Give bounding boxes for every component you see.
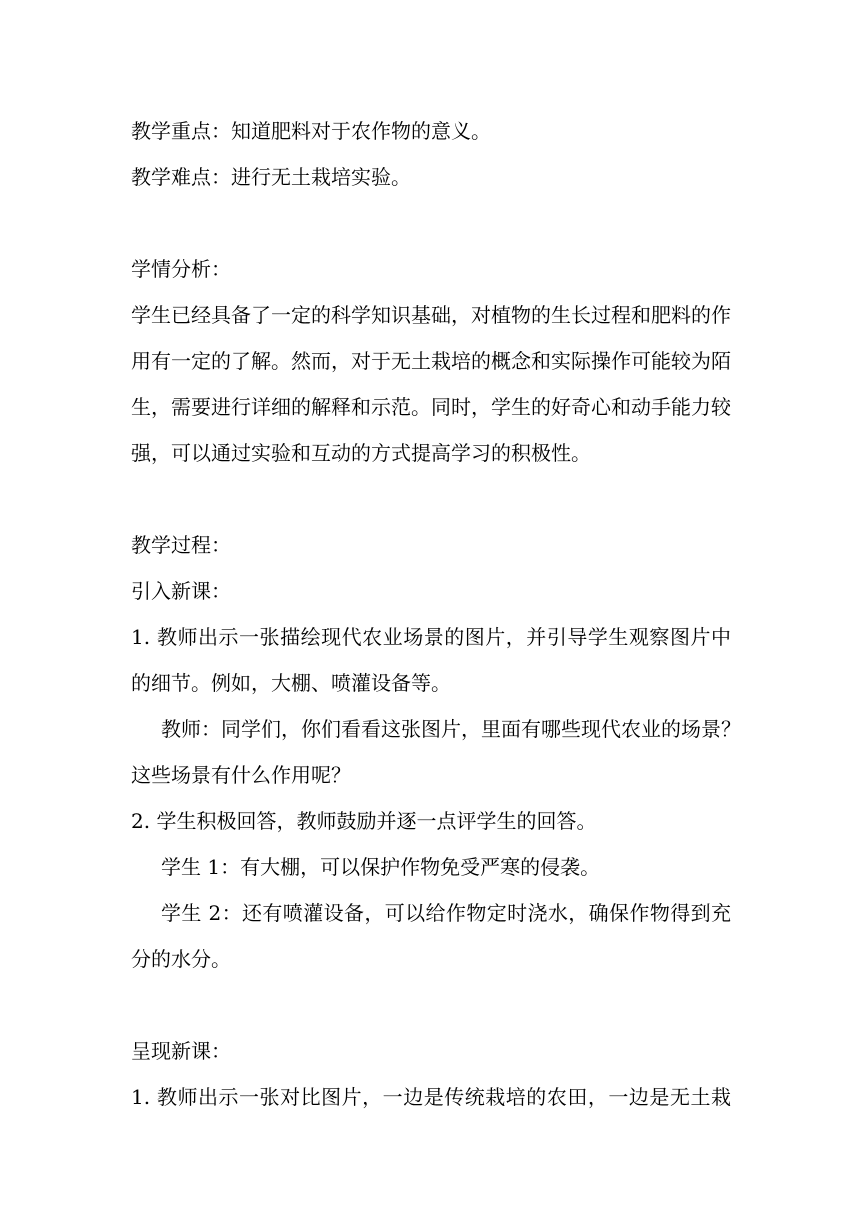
student-1-line: 学生 1：有大棚，可以保护作物免受严寒的侵袭。 <box>161 855 601 879</box>
blank-line <box>131 476 731 522</box>
intro-item-1-line-2: 的细节。例如，大棚、喷灌设备等。 <box>131 671 451 695</box>
present-heading: 呈现新课： <box>131 1039 231 1063</box>
intro-item-1-line-1: 1. 教师出示一张描绘现代农业场景的图片，并引导学生观察图片中 <box>131 625 731 649</box>
present-item-1-line-1: 1. 教师出示一张对比图片，一边是传统栽培的农田，一边是无土栽 <box>131 1085 731 1109</box>
analysis-line-1: 学生已经具备了一定的科学知识基础，对植物的生长过程和肥料的作 <box>131 303 731 327</box>
teacher-line-1: 教师：同学们，你们看看这张图片，里面有哪些现代农业的场景？ <box>161 717 741 741</box>
analysis-line-2: 用有一定的了解。然而，对于无土栽培的概念和实际操作可能较为陌 <box>131 349 731 373</box>
intro-item-2: 2. 学生积极回答，教师鼓励并逐一点评学生的回答。 <box>131 809 597 833</box>
blank-line <box>131 982 731 1028</box>
difficulty-line: 教学难点：进行无土栽培实验。 <box>131 165 411 189</box>
blank-line <box>131 200 731 246</box>
process-heading: 教学过程： <box>131 533 231 557</box>
analysis-line-4: 强，可以通过实验和互动的方式提高学习的积极性。 <box>131 441 591 465</box>
student-2-line-2: 分的水分。 <box>131 947 231 971</box>
document-body <box>131 108 741 1120</box>
key-point-line: 教学重点：知道肥料对于农作物的意义。 <box>131 119 491 143</box>
intro-heading: 引入新课： <box>131 579 231 603</box>
analysis-heading: 学情分析： <box>131 257 231 281</box>
analysis-line-3: 生，需要进行详细的解释和示范。同时，学生的好奇心和动手能力较 <box>131 395 731 419</box>
student-2-line-1: 学生 2：还有喷灌设备，可以给作物定时浇水，确保作物得到充 <box>161 901 731 925</box>
teacher-line-2: 这些场景有什么作用呢？ <box>131 763 351 787</box>
